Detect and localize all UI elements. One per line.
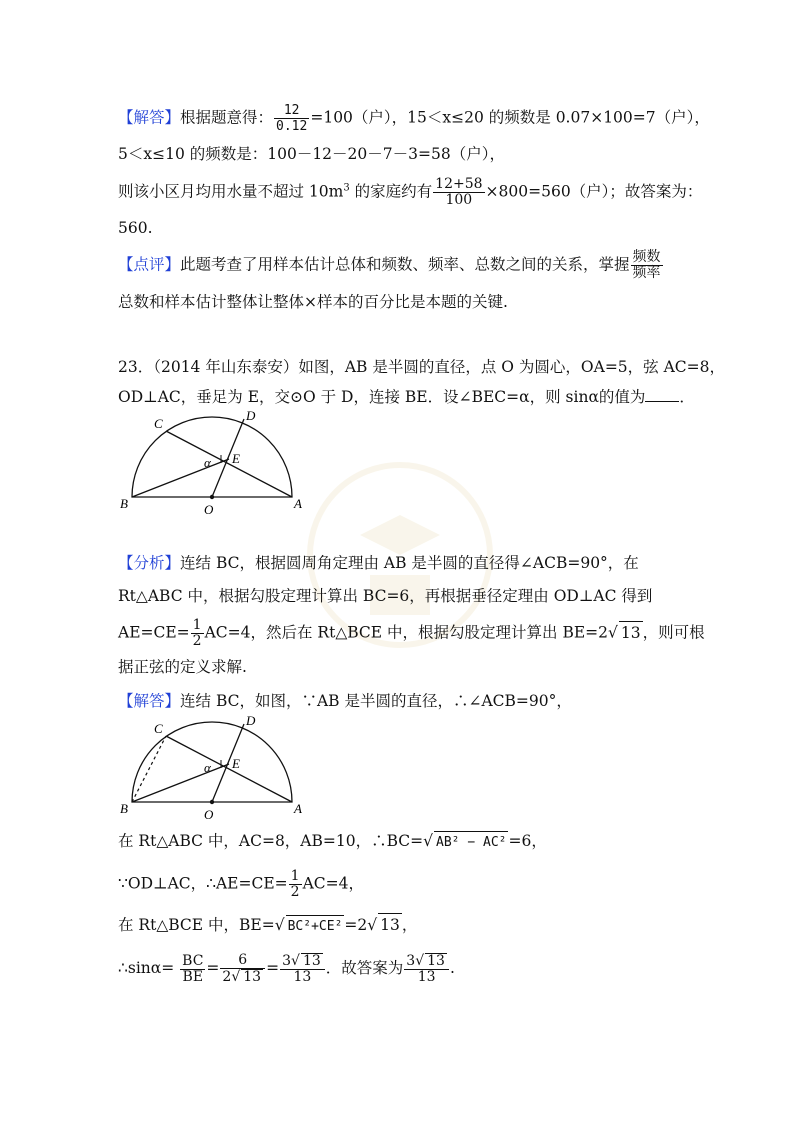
answer-tag: 【解答】 [118,108,181,127]
svg-text:B: B [120,801,128,816]
solution-step4: ∴sinα= $\frac{BC}{BE}$ = $\frac{6}{2√ 13}$ = $\frac{3√ 13}{13}$ ．故答案为 $\frac{3√ 13}{13}$ . [118,952,455,985]
fraction-12-over-0.12: $\frac{12}{0.12}$ [276,103,308,134]
fraction-freq: $\frac{\text{频数}}{\text{频率}}$ [632,249,661,281]
s22-answer-line2: 5＜x≤10 的频数是：100－12－20－7－3=58（户）， [118,145,505,163]
semicircle-figure [118,408,318,518]
label-c: C [154,416,163,431]
svg-text:α: α [204,760,211,775]
solution-step1: 在 Rt△ABC 中，AC=8，AB=10，∴BC=√ AB² − AC² =6， [118,830,547,854]
svg-text:O: O [204,807,214,822]
analysis-line3: AE=CE= $\frac{1}{2}$ AC=4，然后在 Rt△BCE 中，根据勾股定理计算出 BE=2√ 13 ，则可根 [118,617,705,649]
q23-line2: OD⊥AC，垂足为 E，交⊙O 于 D，连接 BE．设∠BEC=α，则 sinα的值为 ． [118,388,695,406]
svg-text:D: D [246,713,256,728]
label-alpha: α [204,455,211,470]
svg-text:C: C [154,721,163,736]
s22-answer-line1: 【解答】根据题意得： $\frac{12}{0.12}$ =100（户），15＜x≤20 的频数是 0.07×100=7（户）， [118,103,710,134]
s22-comment-line1: 【点评】此题考查了用样本估计总体和频数、频率、总数之间的关系，掌握 $\frac{\text{频数}}{\text{频率}}$ [118,249,661,281]
analysis-line2: Rt△ABC 中，根据勾股定理计算出 BC=6，再根据垂径定理由 OD⊥AC 得到 [118,587,653,605]
solution-step3: 在 Rt△BCE 中，BE=√ BC²+CE² =2√ 13 ， [118,913,417,938]
s22-answer-line4: 560. [118,219,153,237]
dashed-bc [132,736,166,802]
solution-tag: 【解答】 [118,692,181,710]
solution-line1: 【解答】连结 BC，如图，∵AB 是半圆的直径，∴∠ACB=90°， [118,692,572,710]
chord-ac [166,431,292,497]
s22-comment-line2: 总数和样本估计整体让整体×样本的百分比是本题的关键. [118,293,508,311]
solution-step2: ∵OD⊥AC，∴AE=CE= $\frac{1}{2}$ AC=4， [118,868,364,900]
label-a: A [294,496,302,511]
center-point [210,495,214,499]
analysis-line1: 【分析】连结 BC，根据圆周角定理由 AB 是半圆的直径得∠ACB=90°，在 [118,554,639,572]
semicircle-figure-solution [118,713,318,823]
label-b: B [120,496,128,511]
s22-answer-line3: 则该小区月均用水量不超过 $10m^3$ 的家庭约有 $\frac{12+58}{100}$ ×800=560（户）；故答案为： [118,176,703,208]
comment-tag: 【点评】 [118,255,181,274]
analysis-line4: 据正弦的定义求解. [118,658,247,676]
label-e: E [232,451,240,466]
fraction-70-over-100: $\frac{12+58}{100}$ [435,176,483,208]
svg-text:E: E [232,756,240,771]
answer-blank [645,387,679,402]
label-d: D [246,408,256,423]
q23-line1: 23．（2014 年山东泰安）如图，AB 是半圆的直径，点 O 为圆心，OA=5，弦 AC=8， [118,358,725,376]
svg-text:A: A [294,801,302,816]
analysis-tag: 【分析】 [118,554,181,572]
label-o: O [204,502,214,517]
